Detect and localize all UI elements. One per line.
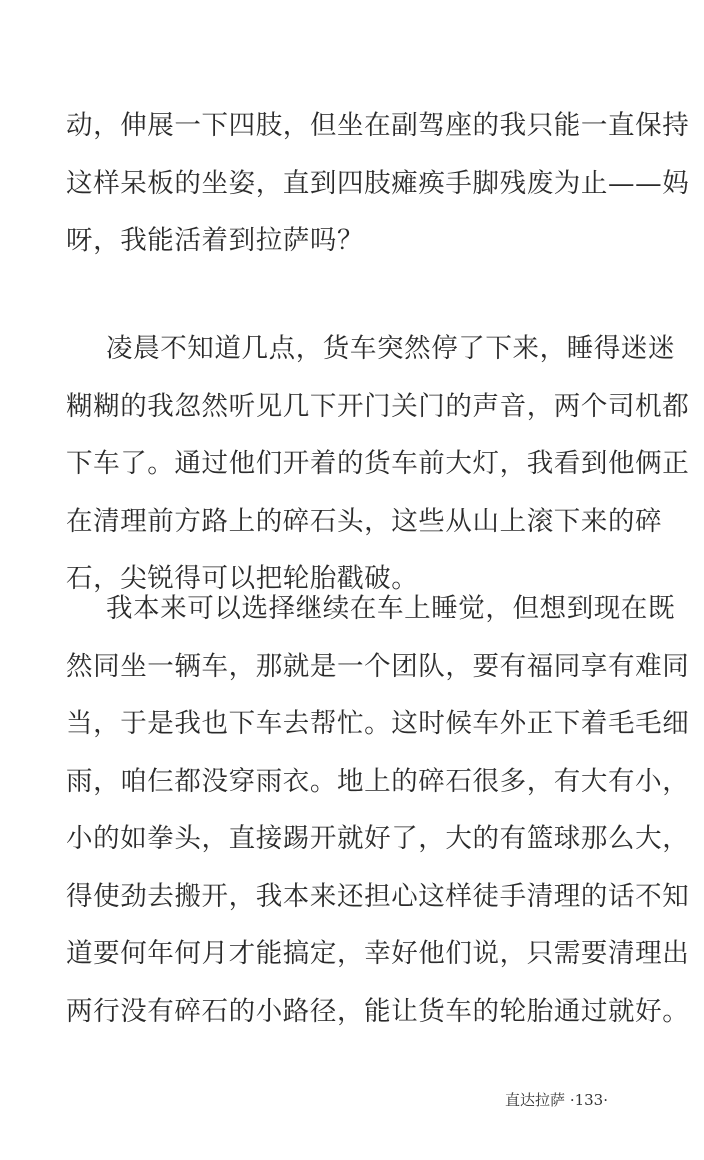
paragraph-2 [66, 320, 690, 608]
text-line: 两行没有碎石的小路径，能让货车的轮胎通过就好。 [66, 995, 690, 1027]
text-line: 糊糊的我忽然听见几下开门关门的声音，两个司机都 [66, 390, 690, 422]
text-line: 道要何年何月才能搞定，幸好他们说，只需要清理出 [66, 938, 690, 969]
page-footer [505, 1089, 608, 1110]
text-line: 下车了。通过他们开着的货车前大灯，我看到他俩正 [66, 448, 690, 479]
text-line: 小的如拳头，直接踢开就好了，大的有篮球那么大， [66, 823, 690, 854]
running-title: 直达拉萨 [505, 1091, 566, 1109]
text-line: 得使劲去搬开，我本来还担心这样徒手清理的话不知 [66, 880, 690, 912]
text-line: 雨，咱仨都没穿雨衣。地上的碎石很多，有大有小， [66, 765, 690, 797]
text-line: 石，尖锐得可以把轮胎戳破。 [66, 563, 419, 594]
paragraph-3 [66, 580, 690, 1040]
text-line: 我本来可以选择继续在车上睡觉，但想到现在既 [106, 593, 676, 624]
text-line: 凌晨不知道几点，货车突然停了下来，睡得迷迷 [106, 333, 676, 364]
text-line: 当，于是我也下车去帮忙。这时候车外正下着毛毛细 [66, 708, 690, 739]
paragraph-1 [66, 97, 690, 270]
text-line: 然同坐一辆车，那就是一个团队，要有福同享有难同 [66, 650, 690, 682]
page-number: ·133· [569, 1091, 608, 1109]
text-line: 这样呆板的坐姿，直到四肢瘫痪手脚残废为止——妈 [66, 167, 690, 199]
text-line: 动，伸展一下四肢，但坐在副驾座的我只能一直保持 [66, 110, 690, 141]
text-line: 在清理前方路上的碎石头，这些从山上滚下来的碎 [66, 505, 663, 537]
text-line: 呀，我能活着到拉萨吗？ [66, 225, 365, 256]
